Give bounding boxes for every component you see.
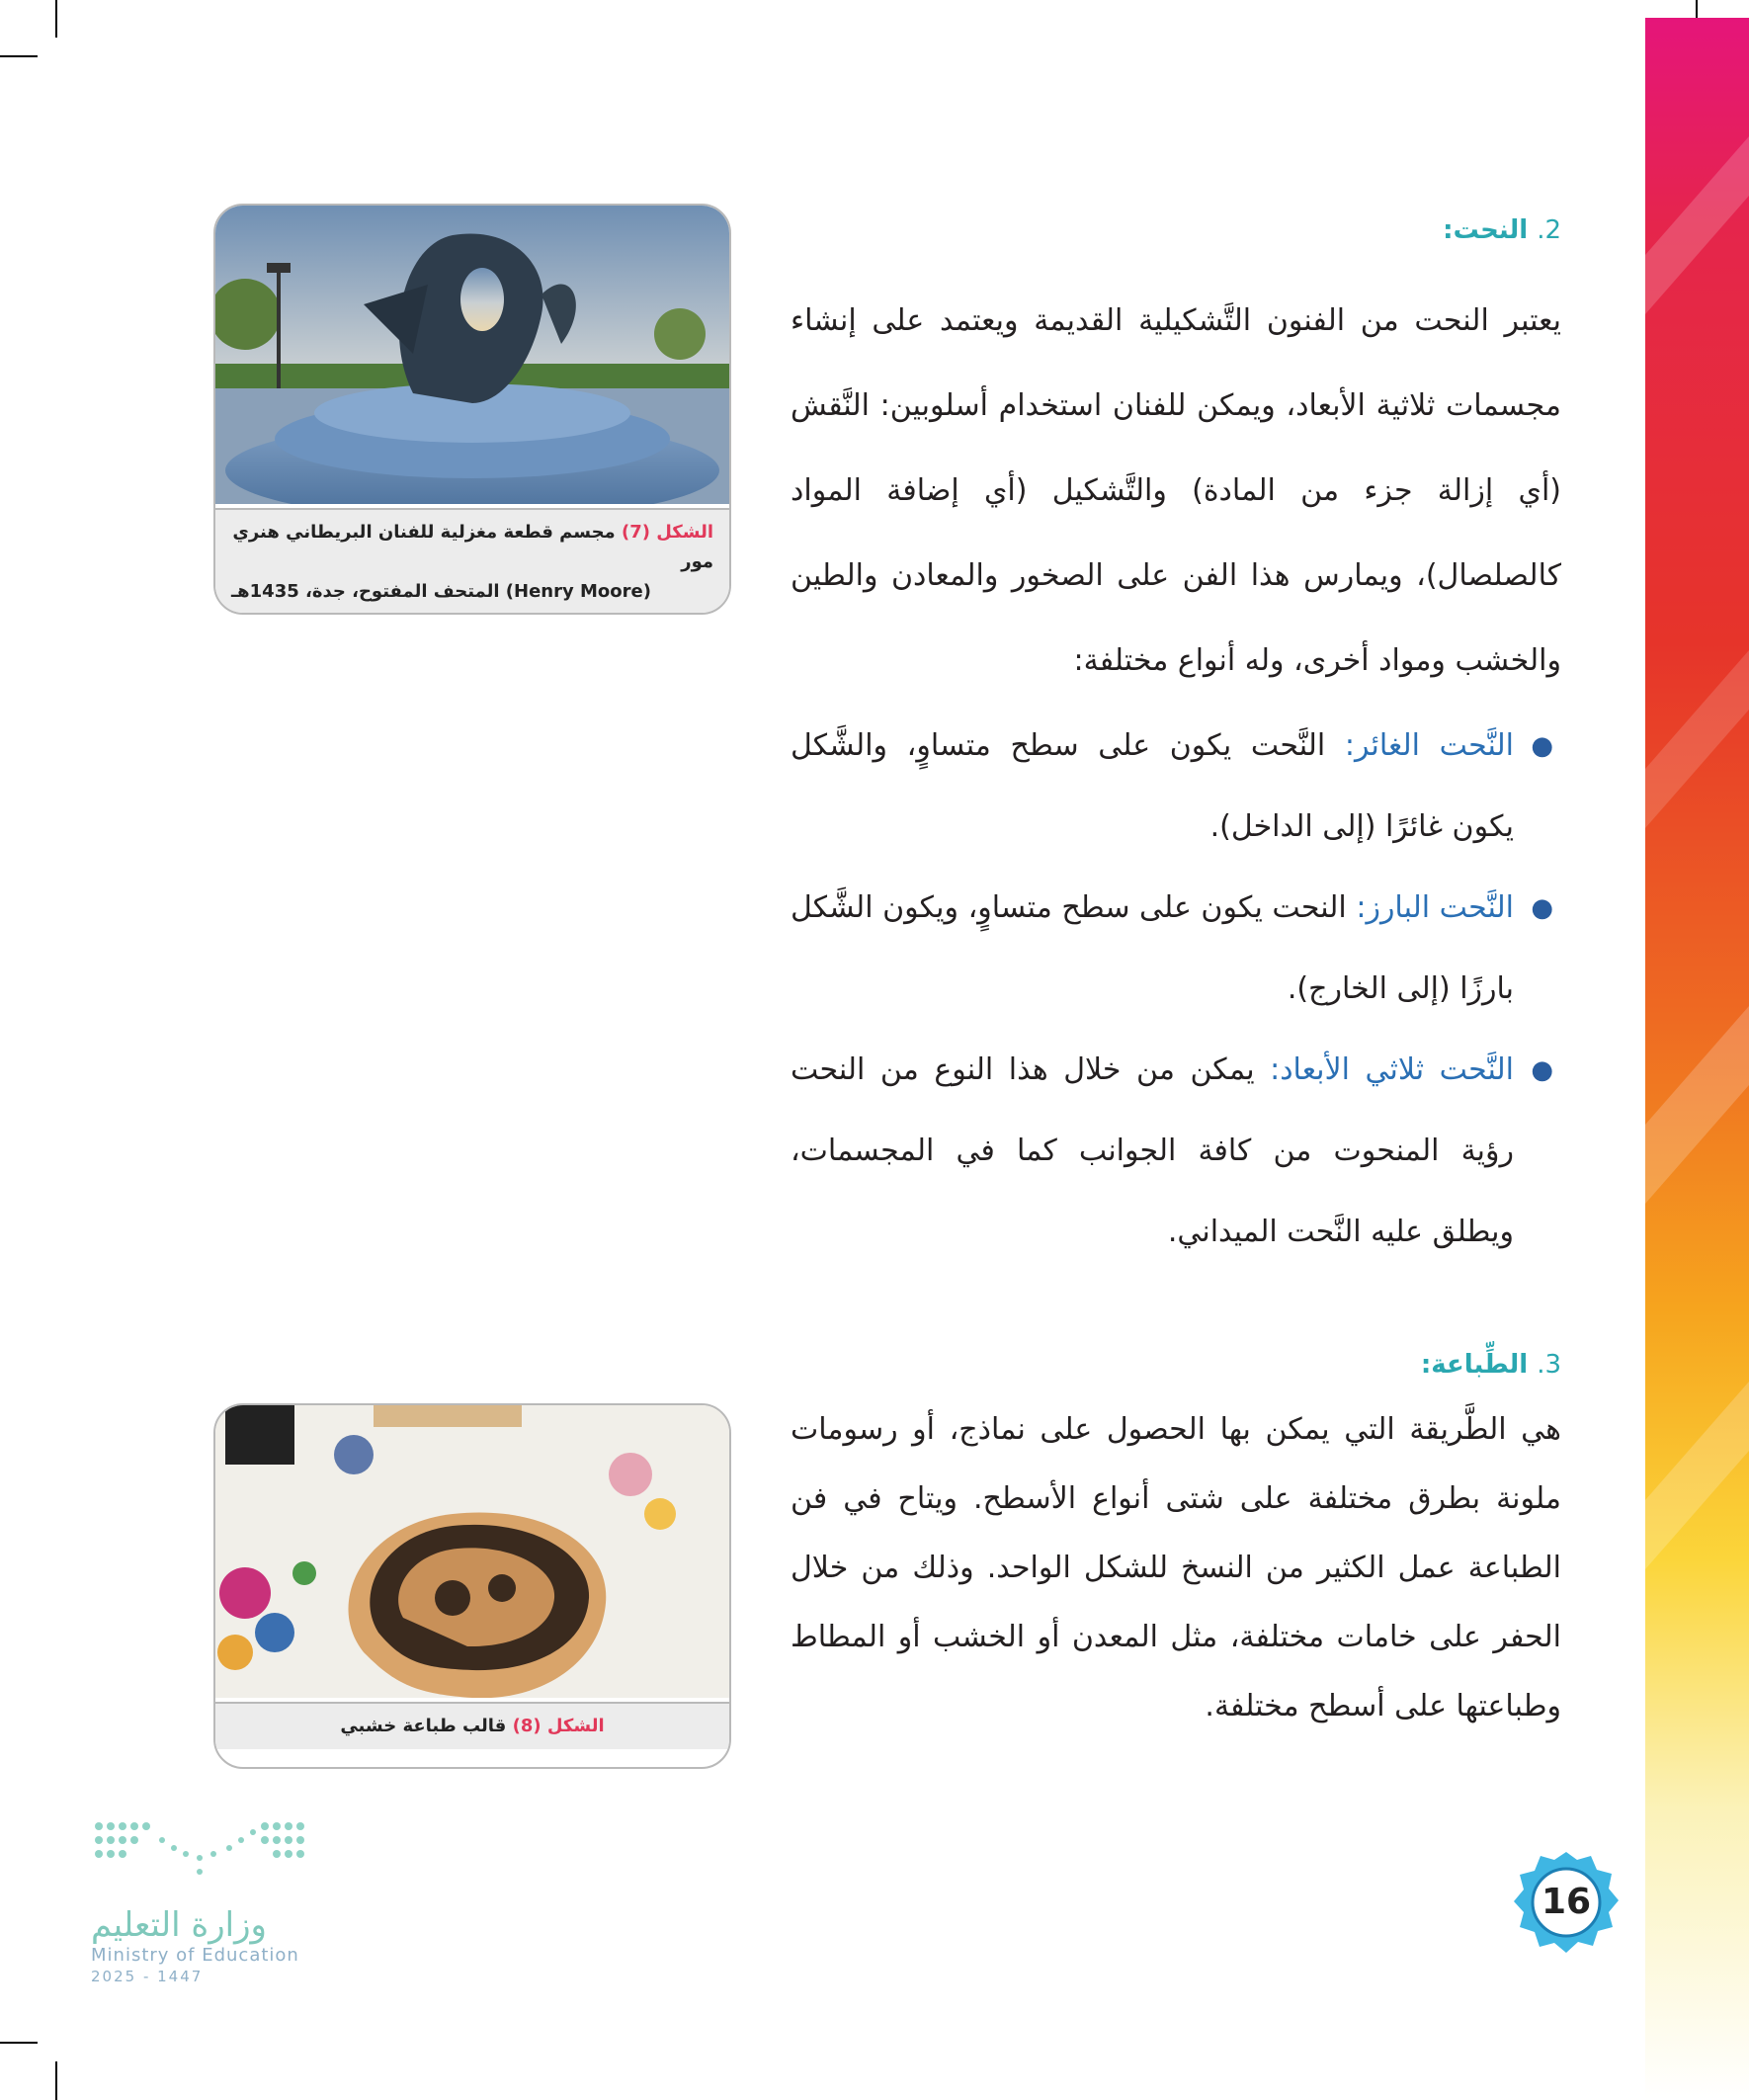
gradient-strip-graphic (1645, 18, 1749, 2100)
ministry-year: 2025 - 1447 (91, 1968, 204, 1985)
list-item (791, 868, 1561, 1030)
section-3-title: الطِّباعة: (1420, 1350, 1529, 1380)
figure-8-caption-text: قالب طباعة خشبي (340, 1716, 513, 1736)
crop-mark (0, 2042, 38, 2044)
bullet-term: النَّحت البارز: (1356, 890, 1515, 925)
list-item (791, 1030, 1561, 1273)
decorative-color-strip (1645, 18, 1749, 2100)
section-2-title: النحت: (1443, 215, 1529, 245)
bullet-text: النَّحت يكون على سطح متساوٍ، والشَّكل يكون غائرًا (إلى الداخل). (791, 728, 1514, 844)
page-number: 16 (1541, 1882, 1592, 1922)
figure-7-label: الشكل (7) (621, 522, 713, 543)
section-3-paragraph: هي الطَّريقة التي يمكن بها الحصول على نماذج، أو رسومات ملونة بطرق مختلفة على شتى أنواع الأسطح. ويتاح في فن الطباعة عمل الكثير من النسخ للشكل الواحد. وذلك من خلال الحفر على خامات مختلفة، مثل المعدن أو الخشب أو المطاط وطباعتها على أسطح مختلفة. (791, 1412, 1561, 1723)
section-2-paragraph: يعتبر النحت من الفنون التَّشكيلية القديمة ويعتمد على إنشاء مجسمات ثلاثية الأبعاد، ويمكن للفنان استخدام أسلوبين: النَّقش (أي إزالة جزء من المادة) والتَّشكيل (أي إضافة المواد كالصلصال)، ويمارس هذا الفن على الصخور والمعادن والطين والخشب ومواد أخرى، وله أنواع مختلفة: (791, 303, 1561, 678)
figure-7-caption (215, 508, 729, 615)
section-2-number: 2. (1537, 215, 1561, 245)
bullet-term: النَّحت الغائر: (1344, 728, 1514, 763)
sculpture-types-list (791, 706, 1561, 1273)
page-number-badge (1512, 1848, 1621, 1957)
bullet-icon: ● (1531, 893, 1553, 923)
section-3-number: 3. (1537, 1350, 1561, 1380)
crop-mark (55, 0, 57, 38)
crop-mark (0, 55, 38, 57)
bullet-icon: ● (1531, 1055, 1553, 1085)
section-2-heading (1443, 215, 1561, 245)
woodblock-photo (215, 1405, 729, 1698)
crop-mark (55, 2061, 57, 2100)
list-item (791, 706, 1561, 868)
sculpture-photo (215, 206, 729, 504)
section-3-heading (1421, 1350, 1561, 1380)
figure-8-label: الشكل (8) (512, 1716, 605, 1736)
figure-8-caption (215, 1702, 729, 1749)
figure-7-caption-line2: (Henry Moore) المتحف المفتوح، جدة، 1435هـ (231, 581, 651, 602)
ministry-dots-emblem (91, 1818, 308, 1888)
bullet-term: النَّحت ثلاثي الأبعاد: (1270, 1052, 1514, 1087)
figure-7-caption-line1: مجسم قطعة مغزلية للفنان البريطاني هنري مور (232, 522, 713, 572)
figure-7-card (213, 204, 731, 615)
ministry-name-ar: وزارة التعليم (91, 1905, 267, 1945)
ministry-name-en: Ministry of Education (91, 1945, 299, 1966)
bullet-text: يمكن من خلال هذا النوع من النحت رؤية المنحوت من كافة الجوانب كما في المجسمات، ويطلق عليه النَّحت الميداني. (791, 1052, 1514, 1249)
figure-8-card (213, 1403, 731, 1769)
bullet-icon: ● (1531, 731, 1553, 761)
bullet-text: النحت يكون على سطح متساوٍ، ويكون الشَّكل بارزًا (إلى الخارج). (791, 890, 1514, 1006)
ministry-logo (91, 1818, 318, 1986)
